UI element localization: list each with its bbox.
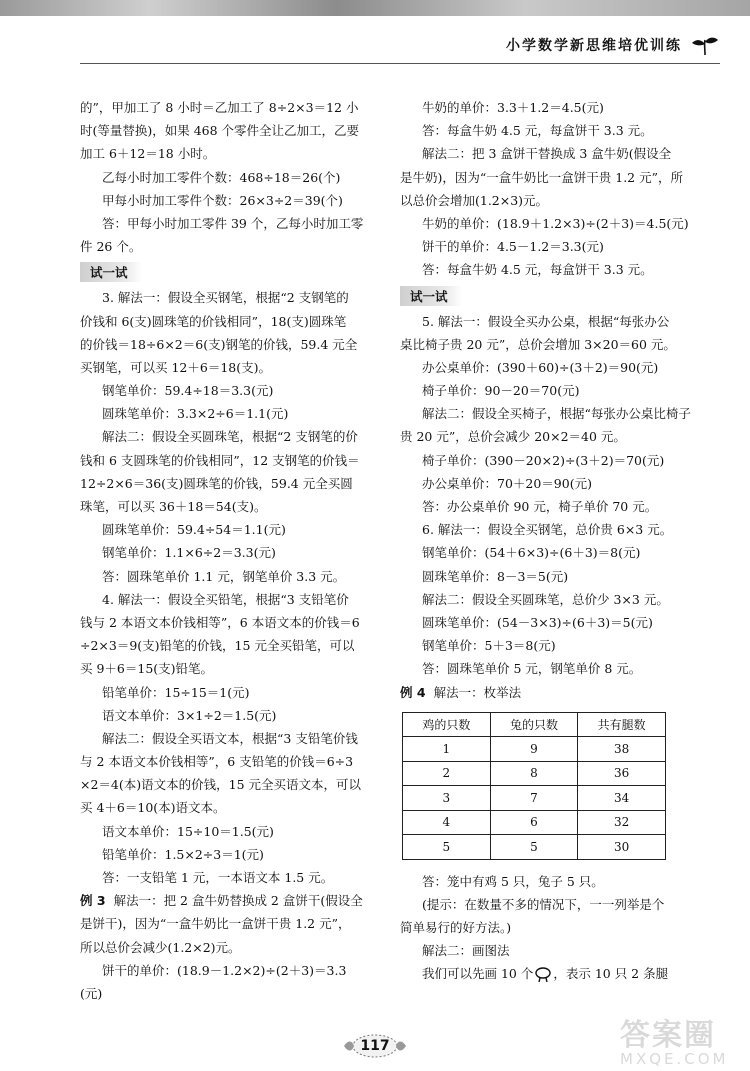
page-number: 117 (360, 1038, 390, 1054)
example-3-line (80, 889, 363, 912)
right-paragraph-block-2 (400, 310, 691, 681)
text-line: 买 4＋6＝10(本)语文本。 (80, 800, 226, 816)
text-line: 解法二：假设全买圆珠笔，总价少 3×3 元。 (422, 591, 669, 607)
table-row (403, 761, 666, 786)
text-line: 与 2 本语文本价钱相等”，6 支铅笔的价钱＝6÷3 (80, 754, 354, 770)
text-line: 5. 解法一：假设全买办公桌，根据“每张办公 (422, 313, 670, 329)
text-line: 圆珠笔单价：8－3＝5(元) (422, 568, 569, 584)
text-line: 答：每盒牛奶 4.5 元，每盒饼干 3.3 元。 (422, 123, 653, 139)
table-cell: 38 (578, 737, 666, 762)
text-line: 加工 6＋12＝18 小时。 (80, 146, 216, 162)
right-paragraph-block-3 (400, 870, 670, 963)
text-line: 钢笔单价：1.1×6÷2＝3.3(元) (102, 545, 276, 561)
table-header-row (403, 712, 666, 737)
page-header (506, 30, 720, 60)
text-line: 钱和 6 支圆珠笔的价钱相同”，12 支钢笔的价钱＝ (80, 452, 360, 468)
text-line: 语文本单价：3×1÷2＝1.5(元) (102, 707, 277, 723)
text-line: 答：圆珠笔单价 1.1 元，钢笔单价 3.3 元。 (102, 568, 346, 584)
table-cell: 2 (403, 761, 491, 786)
text-line: 钱与 2 本语文本价钱相等”，6 本语文本的价钱＝6 (80, 614, 360, 630)
chicken-figure-icon (534, 967, 552, 983)
series-title: 小学数学新思维培优训练 (506, 38, 682, 54)
drawing-line-before: 我们可以先画 10 个 (422, 966, 534, 982)
text-line: 贵 20 元”，总价会减少 20×2＝40 元。 (400, 429, 626, 445)
left-paragraph-block-1 (80, 96, 364, 258)
table-cell: 9 (490, 737, 578, 762)
watermark-sub: MXQE.COM (620, 1050, 729, 1068)
table-body (403, 737, 666, 860)
text-line: 钢笔单价：(54＋6×3)÷(6＋3)＝8(元) (422, 545, 641, 561)
text-line: 办公桌单价：(390＋60)÷(3＋2)＝90(元) (422, 359, 659, 375)
text-line: 椅子单价：90－20＝70(元) (422, 383, 580, 399)
text-line: 答：办公桌单价 90 元，椅子单价 70 元。 (422, 499, 658, 514)
table-cell: 5 (490, 835, 578, 860)
text-line: 答：甲每小时加工零件 39 个，乙每小时加工零 (102, 215, 364, 231)
table-row (403, 810, 666, 835)
page-number-badge (340, 1032, 410, 1060)
text-line: 铅笔单价：1.5×2÷3＝1(元) (102, 846, 264, 862)
text-line: 以总价会增加(1.2×3)元。 (400, 192, 549, 208)
example-3-first-text: 解法一：把 2 盒牛奶替换成 2 盒饼干(假设全 (113, 893, 363, 909)
table-row (403, 835, 666, 860)
text-line: 钢笔单价：59.4÷18＝3.3(元) (102, 383, 274, 399)
example-3-label: 例 3 (80, 893, 106, 909)
right-column (400, 96, 691, 986)
table-cell: 32 (578, 810, 666, 835)
text-line: 答：一支铅笔 1 元，一本语文本 1.5 元。 (102, 870, 334, 885)
table-cell: 30 (578, 835, 666, 860)
text-line: (提示：在数量不多的情况下，一一列举是个 (422, 896, 665, 912)
text-line: 解法二：画图法 (422, 943, 510, 959)
enumeration-table (402, 712, 666, 860)
text-line: 简单易行的好方法。) (400, 920, 512, 936)
table-cell: 3 (403, 786, 491, 811)
text-line: 语文本单价：15÷10＝1.5(元) (102, 823, 274, 839)
text-line: 时(等量替换)，如果 468 个零件全让乙加工，乙要 (80, 123, 360, 139)
text-line: 答：笼中有鸡 5 只，兔子 5 只。 (422, 873, 604, 889)
table-row (403, 737, 666, 762)
text-line: 椅子单价：(390－20×2)÷(3＋2)＝70(元) (422, 452, 665, 468)
text-line: 6. 解法一：假设全买钢笔，总价贵 6×3 元。 (422, 522, 673, 538)
table-cell: 1 (403, 737, 491, 762)
text-line: 是牛奶)，因为“一盒牛奶比一盒饼干贵 1.2 元”，所 (400, 169, 683, 185)
left-column (80, 96, 364, 1005)
text-line: 圆珠笔单价：59.4÷54＝1.1(元) (102, 522, 286, 538)
text-line: 办公桌单价：70＋20＝90(元) (422, 475, 592, 491)
text-line: 买 9＋6＝15(支)铅笔。 (80, 661, 214, 677)
watermark-main: 答案圈 (620, 1018, 716, 1053)
table-cell: 4 (403, 810, 491, 835)
example-4-text: 解法一：枚举法 (433, 684, 522, 700)
text-line: 圆珠笔单价：3.3×2÷6＝1.1(元) (102, 406, 289, 422)
text-line: 价钱和 6(支)圆珠笔的价钱相同”，18(支)圆珠笔 (80, 313, 347, 329)
text-line: 甲每小时加工零件个数：26×3÷2＝39(个) (102, 192, 343, 208)
sprout-icon (690, 34, 720, 56)
table-header-chickens: 鸡的只数 (403, 712, 491, 737)
text-line: 牛奶的单价：(18.9＋1.2×3)÷(2＋3)＝4.5(元) (422, 215, 689, 231)
table-row (403, 786, 666, 811)
text-line: 解法二：把 3 盒饼干替换成 3 盒牛奶(假设全 (422, 146, 672, 162)
table-header-rabbits: 兔的只数 (490, 712, 578, 737)
try-label: 试一试 (400, 286, 462, 306)
text-line: 饼干的单价：(18.9－1.2×2)÷(2＋3)＝3.3 (102, 962, 347, 978)
drawing-line-after: ，表示 10 只 2 条腿 (553, 966, 669, 982)
text-line: 买钢笔，可以买 12＋6＝18(支)。 (80, 359, 271, 375)
text-line: 解法二：假设全买语文本，根据“3 支铅笔价钱 (102, 730, 358, 746)
table-cell: 8 (490, 761, 578, 786)
text-line: 的”，甲加工了 8 小时＝乙加工了 8÷2×3＝12 小 (80, 100, 359, 115)
table-header-legs: 共有腿数 (578, 712, 666, 737)
text-line: 答：圆珠笔单价 5 元，钢笔单价 8 元。 (422, 661, 642, 677)
example-4-line (400, 681, 670, 704)
table-cell: 34 (578, 786, 666, 811)
text-line: ÷2×3＝9(支)铅笔的价钱，15 元全买铅笔，可以 (80, 638, 355, 654)
table-cell: 7 (490, 786, 578, 811)
header-rule (80, 63, 720, 64)
try-section-label-left (80, 260, 350, 284)
table-cell: 6 (490, 810, 578, 835)
text-line: 珠笔，可以买 36＋18＝54(支)。 (80, 499, 267, 514)
text-line: 铅笔单价：15÷15＝1(元) (102, 684, 250, 700)
right-paragraph-block-1 (400, 96, 689, 282)
text-line: 所以总价会减少(1.2×2)元。 (80, 939, 241, 955)
text-line: 3. 解法一：假设全买钢笔，根据“2 支钢笔的 (102, 290, 349, 306)
text-line: 饼干的单价：4.5－1.2＝3.3(元) (422, 239, 604, 255)
text-line: 桌比椅子贵 20 元”，总价会增加 3×20＝60 元。 (400, 336, 676, 352)
text-line: 乙每小时加工零件个数：468÷18＝26(个) (102, 169, 341, 185)
text-line: (元) (80, 985, 103, 1001)
text-line: 解法二：假设全买椅子，根据“每张办公桌比椅子 (422, 406, 691, 422)
text-line: ×2＝4(本)语文本的价钱，15 元全买语文本，可以 (80, 777, 362, 793)
text-line: 的价钱＝18÷6×2＝6(支)钢笔的价钱，59.4 元全 (80, 336, 358, 352)
text-line: 件 26 个。 (80, 239, 142, 255)
text-line: 圆珠笔单价：(54－3×3)÷(6＋3)＝5(元) (422, 614, 653, 630)
text-line: 解法二：假设全买圆珠笔，根据“2 支钢笔的价 (102, 429, 358, 445)
top-decorative-band (0, 0, 750, 16)
text-line: 4. 解法一：假设全买铅笔，根据“3 支铅笔价 (102, 591, 349, 607)
text-line: 牛奶的单价：3.3＋1.2＝4.5(元) (422, 100, 604, 115)
left-paragraph-block-2 (80, 286, 362, 889)
site-watermark (620, 1010, 740, 1068)
drawing-method-line (400, 962, 670, 985)
text-line: 12÷2×6＝36(支)圆珠笔的价钱，59.4 元全买圆 (80, 475, 353, 491)
text-line: 是饼干)，因为“一盒牛奶比一盒饼干贵 1.2 元”， (80, 916, 351, 932)
table-cell: 36 (578, 761, 666, 786)
table-cell: 5 (403, 835, 491, 860)
text-line: 钢笔单价：5＋3＝8(元) (422, 638, 556, 654)
try-section-label-right (400, 284, 670, 308)
try-label: 试一试 (80, 262, 142, 282)
example-4-label: 例 4 (400, 684, 426, 700)
left-paragraph-block-3 (80, 912, 350, 1005)
text-line: 答：每盒牛奶 4.5 元，每盒饼干 3.3 元。 (422, 262, 653, 278)
